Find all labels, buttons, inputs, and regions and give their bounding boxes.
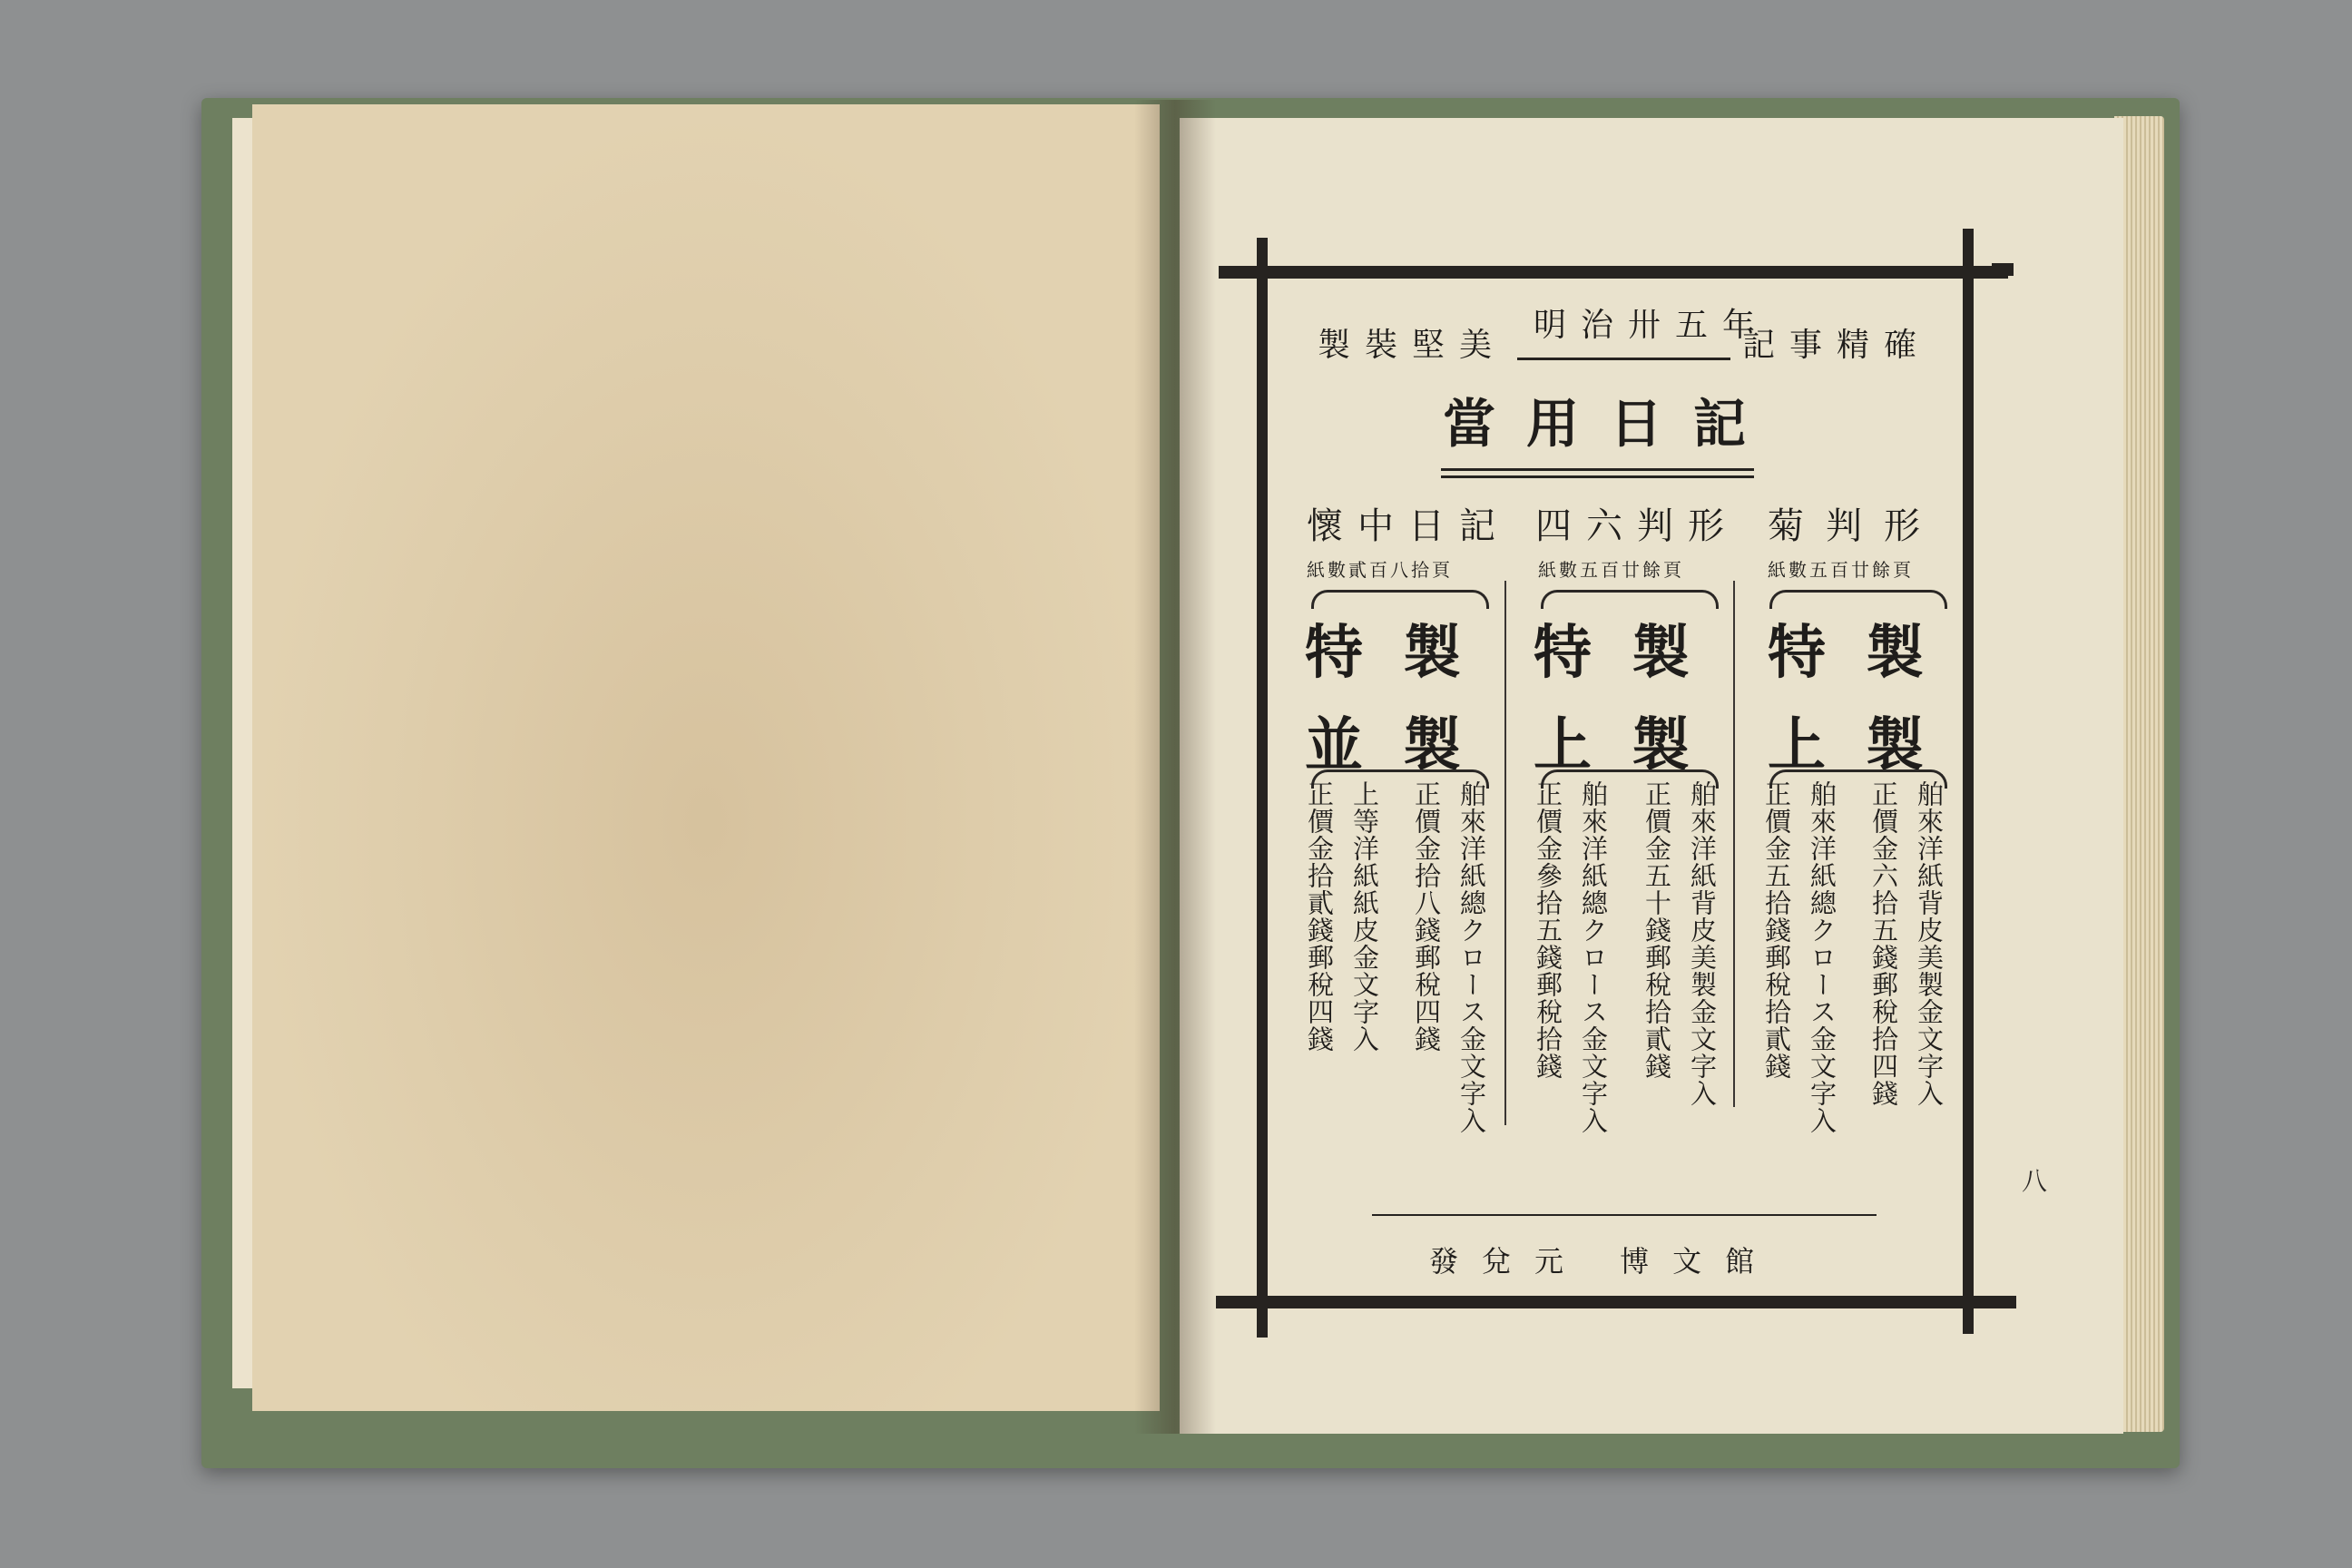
edition-description: 舶來洋紙總クロース金文字入 [1578,780,1609,1134]
format-heading: 菊判形 [1768,505,1942,547]
column-divider [1504,581,1506,1125]
edition-description: 舶來洋紙背皮美製金文字入 [1687,780,1718,1107]
column-divider [1733,581,1735,1107]
frame-corner-mark [1992,263,2014,276]
edition-grade: 上製 [1768,711,1964,779]
edition-grade: 特製 [1305,619,1501,687]
page-count: 紙數貳百八拾頁 [1307,559,1453,581]
edition-price: 正價金五拾錢郵稅拾貳錢 [1761,780,1792,1080]
edition-grade: 並製 [1305,711,1501,779]
date-underline [1517,358,1730,360]
top-right-phrase: 記事精確 [1742,327,1932,364]
edition-description: 舶來洋紙背皮美製金文字入 [1914,780,1945,1107]
edition-price: 正價金六拾五錢郵稅拾四錢 [1868,780,1899,1107]
page-count: 紙數五百廿餘頁 [1538,559,1684,581]
edition-grade: 特製 [1534,619,1730,687]
publisher-line: 發兌元 博文館 [1429,1244,1779,1279]
frame-top-rule [1219,266,2008,279]
title-rule [1441,468,1754,471]
edition-price: 正價金參拾五錢郵稅拾錢 [1533,780,1563,1080]
left-page-blank [252,104,1160,1411]
frame-corner-mark [1216,1296,1243,1308]
frame-left-rule [1257,238,1268,1338]
top-center-date: 明治卅五年 [1534,307,1770,344]
edition-price: 正價金拾貳錢郵稅四錢 [1304,780,1335,1053]
page-count: 紙數五百廿餘頁 [1768,559,1914,581]
edition-description: 上等洋紙紙皮金文字入 [1349,780,1380,1053]
page-number: 八 [2022,1166,2048,1196]
edition-price: 正價金五十錢郵稅拾貳錢 [1642,780,1672,1080]
edition-description: 舶來洋紙總クロース金文字入 [1807,780,1838,1134]
gutter-shadow [1134,100,1216,1434]
edition-grade: 特製 [1768,619,1964,687]
frame-bottom-rule [1236,1296,2016,1308]
top-left-phrase: 製裝堅美 [1318,327,1507,364]
edition-description: 舶來洋紙總クロース金文字入 [1456,780,1487,1134]
frame-right-rule [1963,229,1974,1334]
format-heading: 四六判形 [1535,505,1739,547]
format-heading: 懷中日記 [1307,505,1510,547]
edition-price: 正價金拾八錢郵稅四錢 [1411,780,1442,1053]
title-rule [1441,475,1754,478]
page-title: 當用日記 [1443,393,1778,455]
edition-grade: 上製 [1534,711,1730,779]
publisher-rule [1372,1214,1877,1216]
